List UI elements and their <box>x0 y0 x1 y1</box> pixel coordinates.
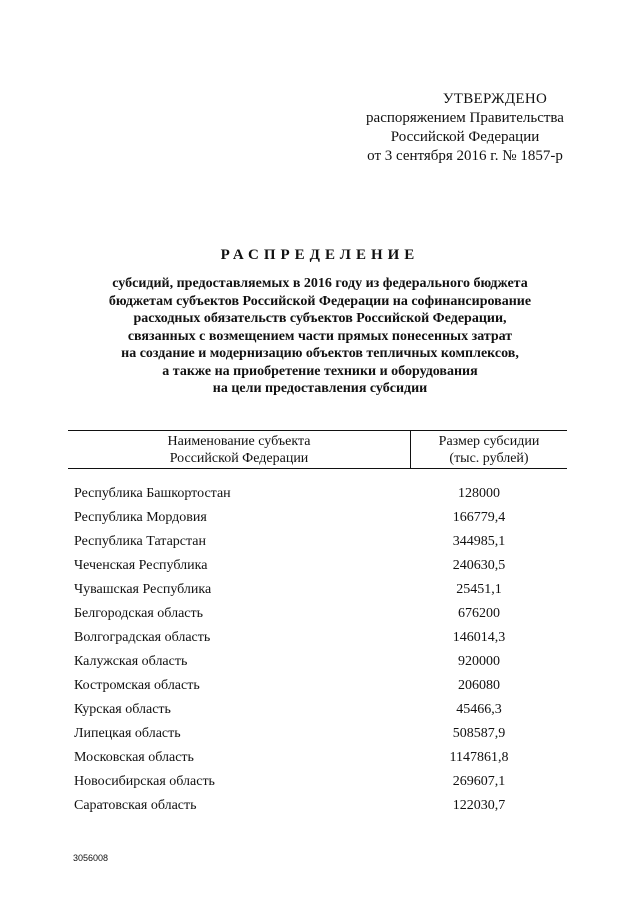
approval-line-2: Российской Федерации <box>390 129 540 145</box>
table-row <box>74 580 574 604</box>
region-name: Липецкая область <box>74 726 181 741</box>
subtitle-line: бюджетам субъектов Российской Федерации на софинансирование <box>108 293 532 309</box>
subtitle-line: связанных с возмещением части прямых понесенных затрат <box>127 328 513 344</box>
region-name: Чувашская Республика <box>74 582 212 597</box>
table-header-region <box>68 433 410 467</box>
approval-line-3: от 3 сентября 2016 г. № 1857-р <box>367 148 563 164</box>
table-row <box>74 652 574 676</box>
region-name: Курская область <box>74 702 171 717</box>
table-row <box>74 772 574 796</box>
region-name: Волгоградская область <box>74 630 211 645</box>
table-top-rule <box>68 430 567 431</box>
document-code: 3056008 <box>73 853 109 863</box>
subsidy-amount: 45466,3 <box>456 702 502 717</box>
region-name: Новосибирская область <box>74 774 215 789</box>
region-name: Калужская область <box>74 654 188 669</box>
table-row <box>74 484 574 508</box>
subsidy-amount: 920000 <box>458 654 500 669</box>
document-subtitle <box>60 275 580 398</box>
header-amount-line-2: (тыс. рублей) <box>449 451 529 466</box>
table-row <box>74 628 574 652</box>
table-row <box>74 724 574 748</box>
subsidy-amount: 128000 <box>458 486 500 501</box>
subtitle-line: на создание и модернизацию объектов тепличных комплексов, <box>121 346 519 361</box>
table-header-amount <box>411 433 567 467</box>
region-name: Республика Башкортостан <box>74 486 231 501</box>
subsidy-amount: 25451,1 <box>456 582 502 597</box>
subsidy-amount: 240630,5 <box>452 558 506 573</box>
approval-line-1: распоряжением Правительства <box>366 110 564 126</box>
subsidy-amount: 146014,3 <box>452 630 506 645</box>
subsidy-amount: 508587,9 <box>452 726 506 741</box>
subsidy-amount: 1147861,8 <box>449 750 509 765</box>
region-name: Московская область <box>74 750 194 765</box>
region-name: Республика Татарстан <box>74 534 207 549</box>
table-row <box>74 796 574 820</box>
subtitle-line: субсидий, предоставляемых в 2016 году из федерального бюджета <box>112 276 528 291</box>
subsidy-amount: 166779,4 <box>452 510 506 525</box>
subsidy-amount: 344985,1 <box>452 534 506 549</box>
subsidy-amount: 269607,1 <box>452 774 506 789</box>
region-name: Чеченская Республика <box>74 558 208 573</box>
approval-block <box>335 90 595 166</box>
subsidy-amount: 122030,7 <box>452 798 506 813</box>
subsidy-amount: 206080 <box>458 678 500 693</box>
table-row <box>74 748 574 772</box>
region-name: Саратовская область <box>74 798 197 813</box>
header-region-line-2: Российской Федерации <box>169 451 309 466</box>
subtitle-line: на цели предоставления субсидии <box>212 381 428 396</box>
table-row <box>74 508 574 532</box>
region-name: Белгородская область <box>74 606 204 621</box>
document-title: РАСПРЕДЕЛЕНИЕ <box>220 247 420 263</box>
table-row <box>74 532 574 556</box>
header-amount-line-1: Размер субсидии <box>438 434 540 449</box>
header-region-line-1: Наименование субъекта <box>167 434 311 449</box>
table-row <box>74 604 574 628</box>
subtitle-line: расходных обязательств субъектов Российской Федерации, <box>133 311 507 326</box>
subtitle-line: а также на приобретение техники и оборудования <box>162 363 478 379</box>
table-row <box>74 556 574 580</box>
table-row <box>74 676 574 700</box>
table-row <box>74 700 574 724</box>
table-header-rule <box>68 468 567 469</box>
subsidy-amount: 676200 <box>458 606 500 621</box>
table-body <box>74 484 574 820</box>
region-name: Республика Мордовия <box>74 510 207 525</box>
approved-heading: УТВЕРЖДЕНО <box>442 91 548 107</box>
region-name: Костромская область <box>74 678 200 693</box>
